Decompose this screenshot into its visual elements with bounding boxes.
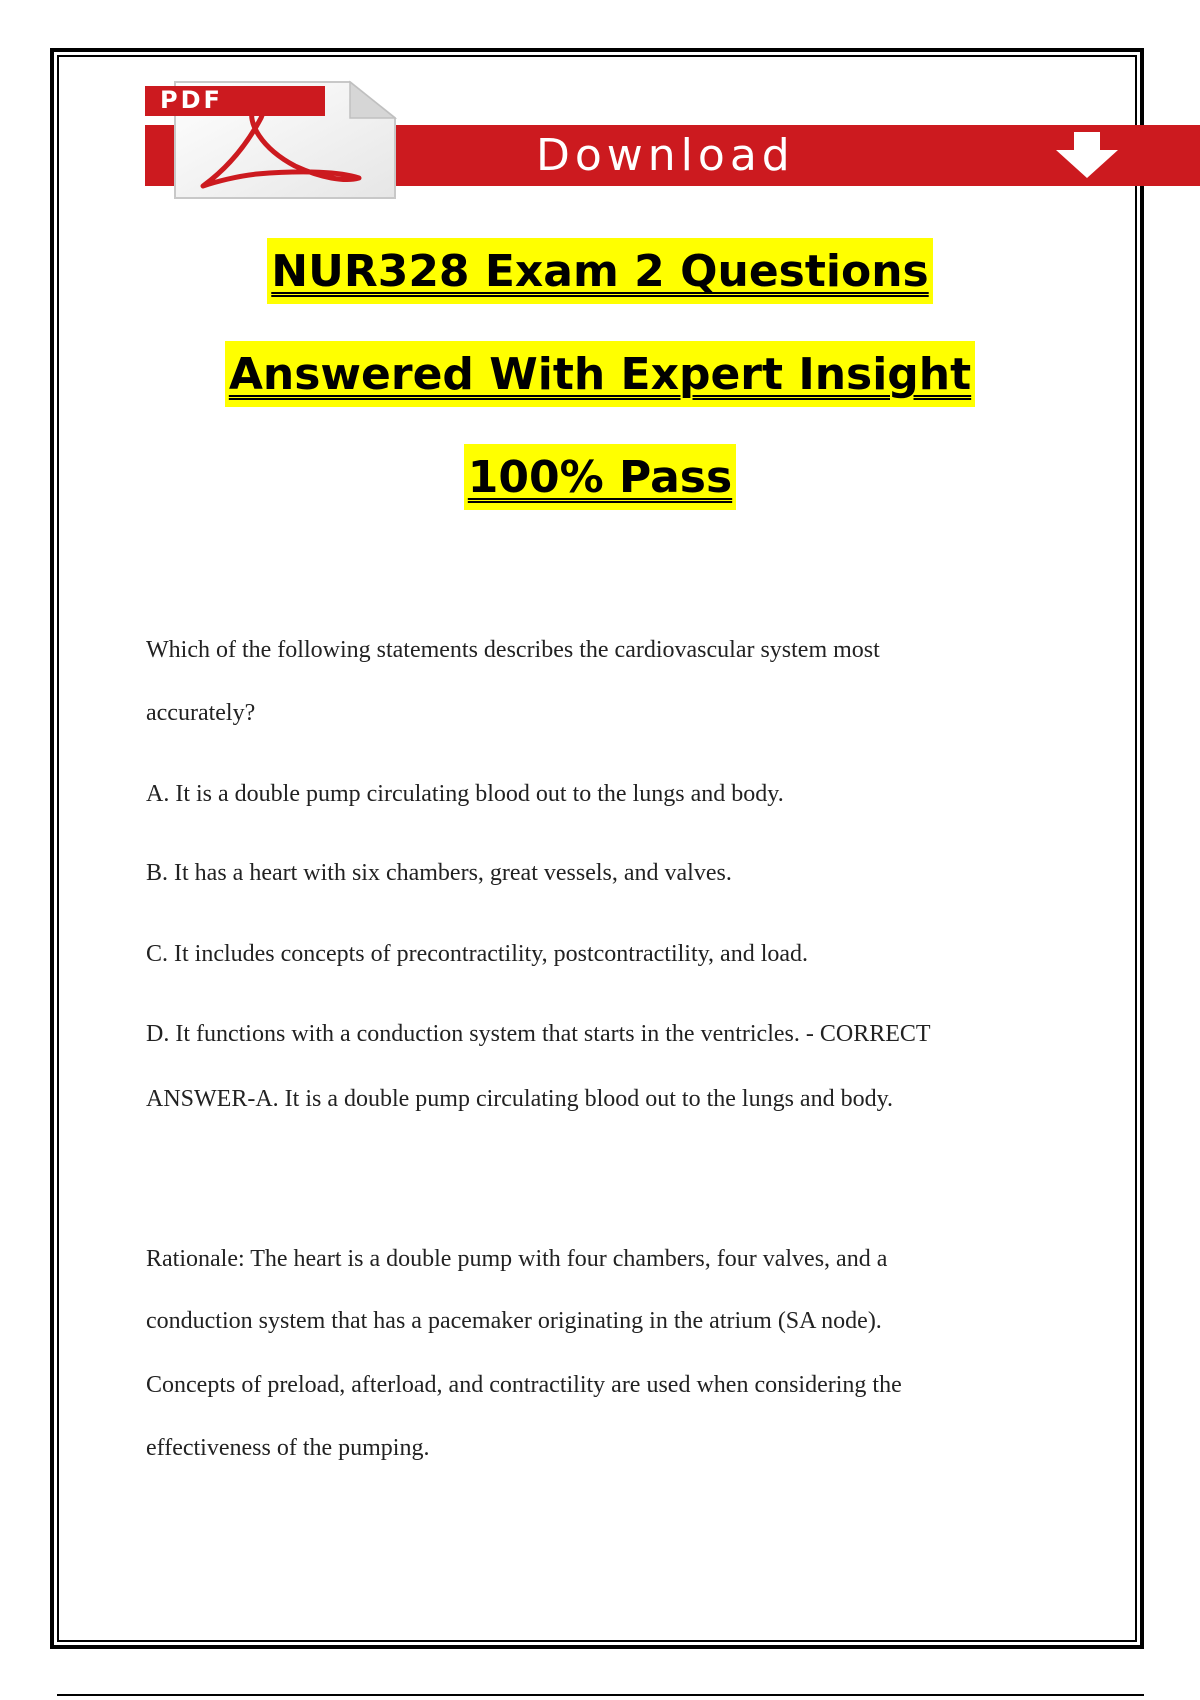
- rationale-line-1: Rationale: The heart is a double pump with four chambers, four valves, and a: [146, 1246, 888, 1272]
- answer-line: ANSWER-A. It is a double pump circulating blood out to the lungs and body.: [146, 1086, 894, 1112]
- option-b: B. It has a heart with six chambers, great vessels, and valves.: [146, 860, 732, 886]
- title-line-1: NUR328 Exam 2 Questions: [267, 238, 932, 304]
- option-c: C. It includes concepts of precontractility, postcontractility, and load.: [146, 941, 809, 967]
- rationale-line-4: effectiveness of the pumping.: [146, 1435, 430, 1461]
- download-arrow-icon[interactable]: [1052, 130, 1122, 180]
- document-title: [130, 238, 1070, 547]
- bottom-rule: [57, 1694, 1144, 1696]
- rationale-line-2: conduction system that has a pacemaker originating in the atrium (SA node).: [146, 1308, 882, 1334]
- pdf-tag-label: PDF: [160, 86, 223, 114]
- title-line-2: Answered With Expert Insight: [225, 341, 975, 407]
- question-stem-line-1: Which of the following statements describes the cardiovascular system most: [146, 637, 880, 663]
- rationale-line-3: Concepts of preload, afterload, and contractility are used when considering the: [146, 1372, 902, 1398]
- download-label[interactable]: Download: [536, 130, 795, 181]
- question-stem-line-2: accurately?: [146, 700, 256, 726]
- option-d: D. It functions with a conduction system that starts in the ventricles. - CORRECT: [146, 1021, 931, 1047]
- title-line-3: 100% Pass: [464, 444, 736, 510]
- option-a: A. It is a double pump circulating blood out to the lungs and body.: [146, 781, 784, 807]
